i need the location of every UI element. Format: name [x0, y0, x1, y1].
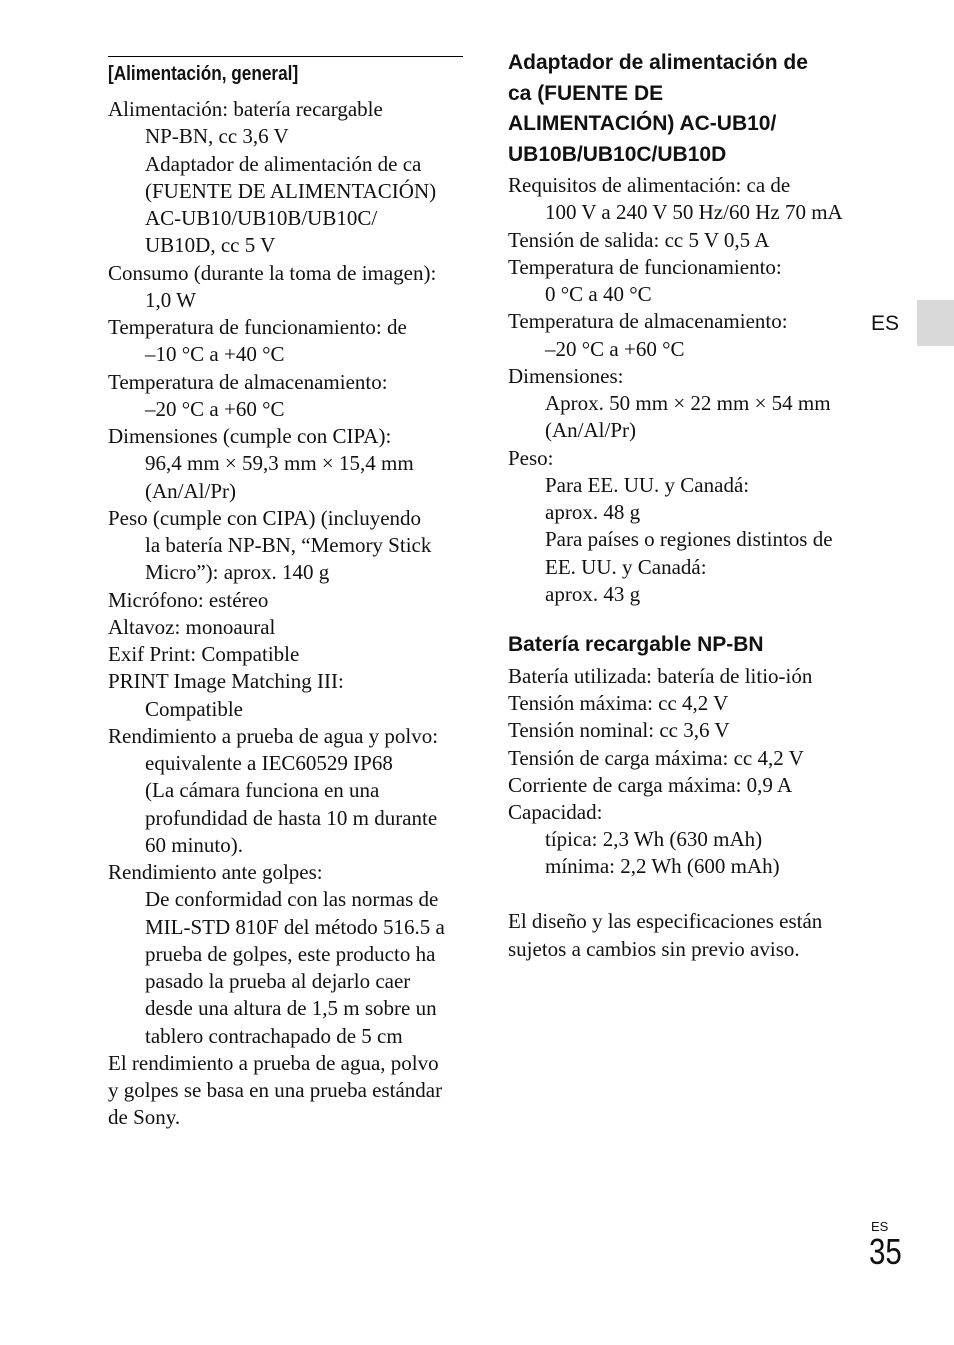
note-line: sujetos a cambios sin previo aviso.	[508, 936, 800, 961]
battery-spec-line: Tensión de carga máxima: cc 4,2 V	[508, 745, 804, 770]
battery-spec-line: Corriente de carga máxima: 0,9 A	[508, 772, 793, 797]
spec-line: desde una altura de 1,5 m sobre un	[145, 996, 437, 1021]
adapter-spec-line: aprox. 43 g	[545, 581, 641, 606]
language-tab	[917, 300, 954, 346]
spec-line: MIL-STD 810F del método 516.5 a	[145, 914, 445, 939]
spec-line: Adaptador de alimentación de ca	[145, 151, 422, 176]
adapter-spec-line: Dimensiones:	[508, 363, 624, 388]
spec-line: UB10D, cc 5 V	[145, 233, 276, 258]
spec-line: PRINT Image Matching III:	[108, 669, 344, 694]
note-line: El diseño y las especificaciones están	[508, 909, 823, 933]
adapter-spec-line: EE. UU. y Canadá:	[545, 554, 707, 579]
adapter-spec-line: Peso:	[508, 445, 554, 470]
spec-line: y golpes se basa en una prueba estándar	[108, 1078, 443, 1102]
spec-line: pasado la prueba al dejarlo caer	[145, 969, 411, 993]
adapter-spec-line: 100 V a 240 V 50 Hz/60 Hz 70 mA	[545, 200, 843, 225]
spec-line: Temperatura de almacenamiento:	[108, 369, 388, 394]
spec-line: Rendimiento ante golpes:	[108, 860, 323, 884]
adapter-spec-line: Temperatura de funcionamiento:	[508, 254, 782, 279]
battery-heading: Batería recargable NP-BN	[508, 633, 764, 656]
spec-line: de Sony.	[108, 1105, 181, 1130]
spec-line: tablero contrachapado de 5 cm	[145, 1023, 403, 1048]
adapter-spec-line: Para EE. UU. y Canadá:	[545, 472, 750, 497]
spec-line: Micrófono: estéreo	[108, 587, 269, 612]
adapter-heading-line: ALIMENTACIÓN) AC-UB10/	[508, 112, 777, 135]
battery-spec-line: Batería utilizada: batería de litio-ión	[508, 664, 813, 688]
adapter-spec-line: 0 °C a 40 °C	[545, 282, 652, 306]
spec-line: AC-UB10/UB10B/UB10C/	[145, 206, 378, 230]
spec-line: prueba de golpes, este producto ha	[145, 941, 436, 966]
battery-spec-line: típica: 2,3 Wh (630 mAh)	[545, 827, 763, 852]
spec-line: Micro”): aprox. 140 g	[145, 560, 330, 585]
adapter-spec-line: Requisitos de alimentación: ca de	[508, 173, 791, 197]
spec-line: la batería NP-BN, “Memory Stick	[145, 533, 432, 557]
spec-line: (La cámara funciona en una	[145, 778, 380, 803]
spec-line: equivalente a IEC60529 IP68	[145, 751, 393, 775]
spec-line: Temperatura de funcionamiento: de	[108, 315, 407, 339]
spec-line: (An/Al/Pr)	[145, 478, 236, 503]
spec-line: 1,0 W	[145, 287, 196, 312]
spec-line: Altavoz: monoaural	[108, 614, 276, 639]
adapter-spec-line: Para países o regiones distintos de	[545, 527, 833, 552]
spec-line: Rendimiento a prueba de agua y polvo:	[108, 723, 439, 748]
spec-line: (FUENTE DE ALIMENTACIÓN)	[145, 178, 437, 203]
battery-spec-line: Tensión máxima: cc 4,2 V	[508, 691, 729, 716]
adapter-heading-line: ca (FUENTE DE	[508, 81, 664, 105]
battery-spec-line: Capacidad:	[508, 800, 603, 824]
spec-line: De conformidad con las normas de	[145, 887, 439, 912]
spec-line: El rendimiento a prueba de agua, polvo	[108, 1050, 439, 1075]
section-rule	[108, 56, 463, 57]
spec-line: –20 °C a +60 °C	[145, 396, 285, 421]
adapter-spec-line: Tensión de salida: cc 5 V 0,5 A	[508, 227, 770, 252]
spec-line: NP-BN, cc 3,6 V	[145, 124, 289, 149]
spec-line: Alimentación: batería recargable	[108, 97, 383, 121]
page-number: 35	[869, 1231, 902, 1272]
adapter-spec-line: Temperatura de almacenamiento:	[508, 309, 788, 334]
adapter-spec-line: (An/Al/Pr)	[545, 418, 636, 443]
adapter-heading-line: Adaptador de alimentación de	[508, 51, 808, 74]
adapter-spec-line: Aprox. 50 mm × 22 mm × 54 mm	[545, 391, 831, 415]
spec-line: Dimensiones (cumple con CIPA):	[108, 424, 392, 448]
adapter-heading-line: UB10B/UB10C/UB10D	[508, 142, 727, 166]
spec-line: Consumo (durante la toma de imagen):	[108, 260, 437, 285]
spec-line: Peso (cumple con CIPA) (incluyendo	[108, 505, 422, 530]
adapter-spec-line: aprox. 48 g	[545, 500, 641, 524]
spec-line: Exif Print: Compatible	[108, 642, 300, 666]
spec-line: Compatible	[145, 696, 243, 721]
footer-language: ES	[871, 1219, 889, 1234]
adapter-spec-line: –20 °C a +60 °C	[545, 336, 685, 361]
spec-line: –10 °C a +40 °C	[145, 342, 285, 367]
battery-spec-line: mínima: 2,2 Wh (600 mAh)	[545, 854, 780, 879]
battery-spec-line: Tensión nominal: cc 3,6 V	[508, 718, 730, 743]
spec-line: 60 minuto).	[145, 832, 243, 857]
language-tab-label: ES	[871, 312, 900, 335]
spec-line: profundidad de hasta 10 m durante	[145, 805, 438, 830]
spec-line: 96,4 mm × 59,3 mm × 15,4 mm	[145, 451, 414, 476]
section-title-alimentacion: [Alimentación, general]	[108, 63, 299, 85]
